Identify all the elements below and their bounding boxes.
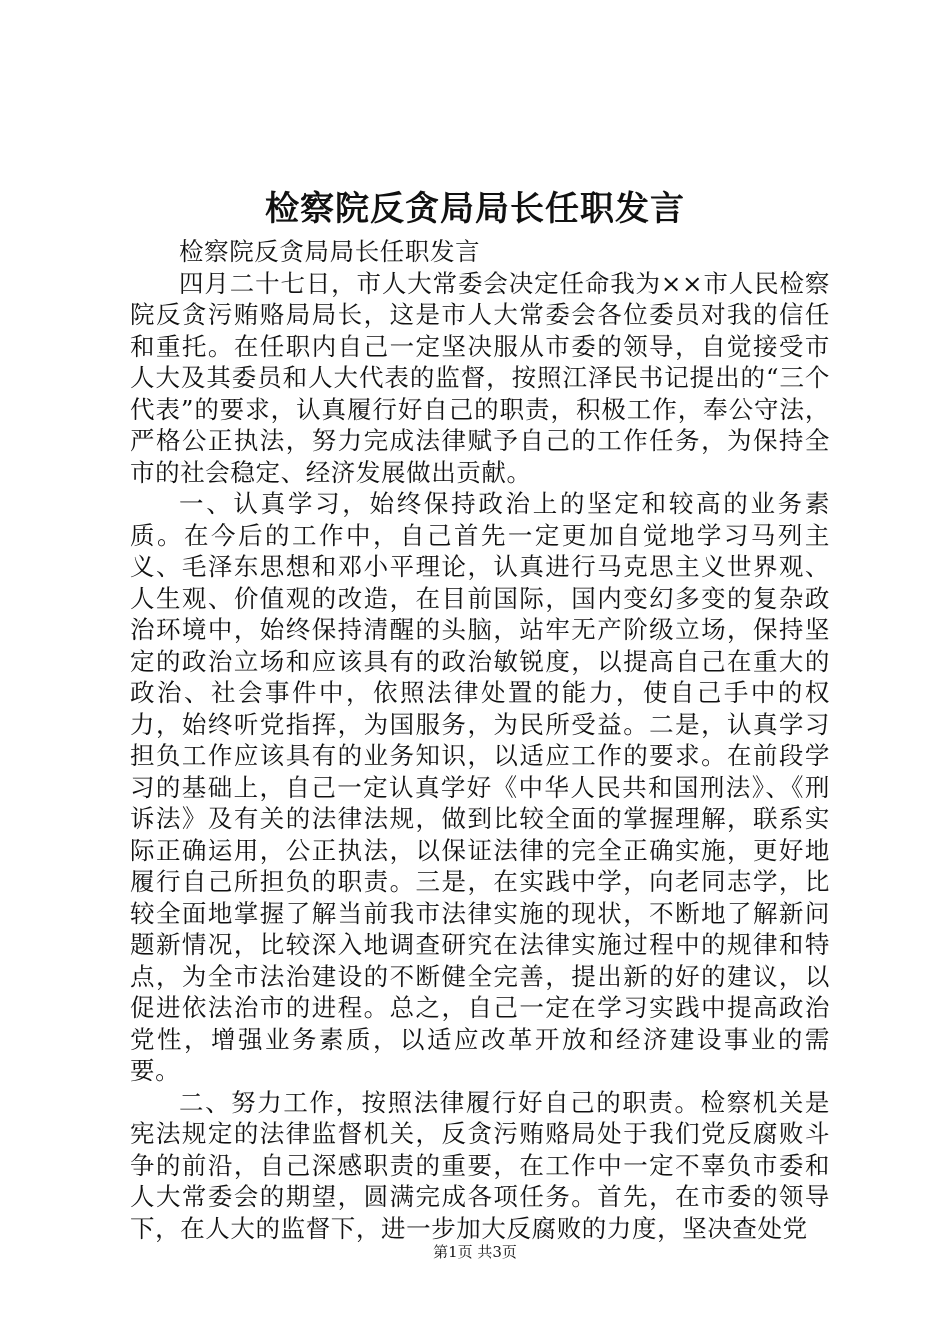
document-body <box>130 236 830 1244</box>
intro-paragraph: 四月二十七日，市人大常委会决定任命我为××市人民检察院反贪污贿赂局局长，这是市人大常委会各位委员对我的信任和重托。在任职内自己一定坚决服从市委的领导，自觉接受市人大及其委员和人大代表的监督，按照江泽民书记提出的“三个代表”的要求，认真履行好自己的职责，积极工作，奉公守法，严格公正执法，努力完成法律赋予自己的工作任务，为保持全市的社会稳定、经济发展做出贡献。 <box>130 268 830 487</box>
section-one-paragraph: 一、认真学习，始终保持政治上的坚定和较高的业务素质。在今后的工作中，自己首先一定更加自觉地学习马列主义、毛泽东思想和邓小平理论，认真进行马克思主义世界观、人生观、价值观的改造，在目前国际，国内变幻多变的复杂政治环境中，始终保持清醒的头脑，站牢无产阶级立场，保持坚定的政治立场和应该具有的政治敏锐度，以提高自己在重大的政治、社会事件中，依照法律处置的能力，使自己手中的权力，始终听党指挥，为国服务，为民所受益。二是，认真学习担负工作应该具有的业务知识，以适应工作的要求。在前段学习的基础上，自己一定认真学好《中华人民共和国刑法》、《刑诉法》及有关的法律法规，做到比较全面的掌握理解，联系实际正确运用，公正执法，以保证法律的完全正确实施，更好地履行自己所担负的职责。三是，在实践中学，向老同志学，比较全面地掌握了解当前我市法律实施的现状，不断地了解新问题新情况，比较深入地调查研究在法律实施过程中的规律和特点，为全市法治建设的不断健全完善，提出新的好的建议，以促进依法治市的进程。总之，自己一定在学习实践中提高政治党性，增强业务素质，以适应改革开放和经济建设事业的需要。 <box>130 489 830 1085</box>
section-two-paragraph: 二、努力工作，按照法律履行好自己的职责。检察机关是宪法规定的法律监督机关，反贪污贿赂局处于我们党反腐败斗争的前沿，自己深感职责的重要，在工作中一定不辜负市委和人大常委会的期望，圆满完成各项任务。首先，在市委的领导下，在人大的监督下，进一步加大反腐败的力度，坚决查处党 <box>130 1087 830 1243</box>
page-footer: 第1页 共3页 <box>433 1243 517 1261</box>
subtitle-paragraph: 检察院反贪局局长任职发言 <box>179 237 481 266</box>
document-title: 检察院反贪局局长任职发言 <box>265 189 685 229</box>
